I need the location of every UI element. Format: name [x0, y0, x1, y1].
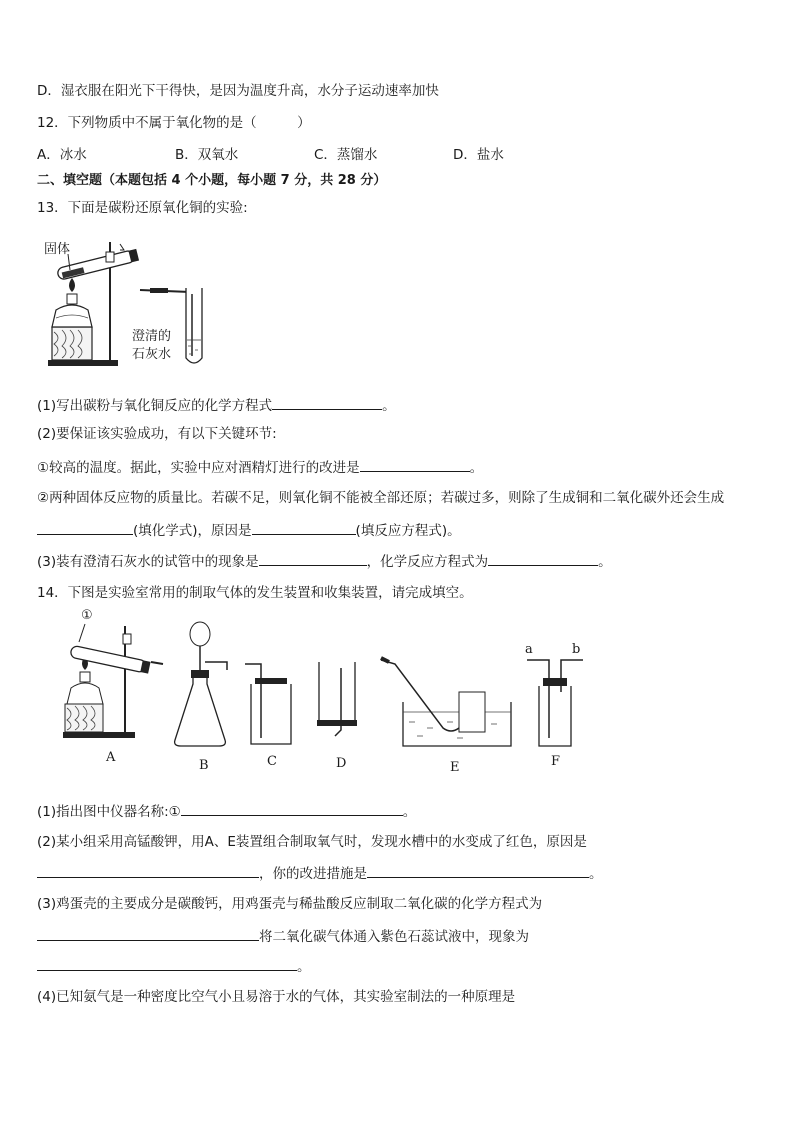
apparatus-d	[317, 662, 357, 736]
q13-label-lime-water-2: 石灰水	[132, 347, 172, 362]
q14-label-d: D	[336, 756, 347, 771]
q13-figure-carbon-reduction	[40, 232, 220, 372]
q13-stem: 13．下面是碳粉还原氧化铜的实验:	[37, 200, 248, 216]
q14-part3-line1: (3)鸡蛋壳的主要成分是碳酸钙，用鸡蛋壳与稀盐酸反应制取二氧化碳的化学方程式为	[37, 896, 543, 912]
q14-part2-line2	[37, 863, 603, 883]
q13-part3-blank2[interactable]	[488, 551, 598, 566]
q14-label-a: A	[106, 750, 116, 765]
q13-part2b-mid1: (填化学式)，原因是	[133, 523, 252, 539]
q13-label-lime-water-1: 澄清的	[132, 329, 172, 344]
q14-port-a: a	[525, 642, 533, 657]
q14-label-circle-1: ①	[81, 608, 93, 623]
q11-option-d: D．湿衣服在阳光下干得快，是因为温度升高，水分子运动速率加快	[37, 83, 439, 99]
apparatus-a	[63, 624, 163, 738]
q14-part2-blank1[interactable]	[37, 863, 259, 878]
apparatus-f	[527, 660, 583, 746]
q13-part3	[37, 551, 612, 571]
apparatus-b	[175, 622, 227, 746]
q12-option-b: B．双氧水	[175, 147, 239, 163]
q13-part2a-blank[interactable]	[360, 457, 470, 472]
q13-part1	[37, 395, 396, 415]
q14-part3-end: 。	[297, 959, 311, 975]
q14-part2-blank2[interactable]	[367, 863, 589, 878]
q14-part1	[37, 801, 416, 821]
q13-part3-blank1[interactable]	[259, 551, 367, 566]
q13-part1-end: 。	[382, 398, 396, 414]
q14-part2-mid: ，你的改进措施是	[259, 866, 367, 882]
q13-part2b-mid2: (填反应方程式)。	[355, 523, 461, 539]
q13-part1-text: (1)写出碳粉与氧化铜反应的化学方程式	[37, 398, 273, 414]
q14-part3-blank2[interactable]	[37, 956, 297, 971]
q14-port-b: b	[572, 642, 581, 657]
q14-part1-text: (1)指出图中仪器名称:①	[37, 804, 181, 820]
q12-option-c: C．蒸馏水	[314, 147, 378, 163]
q14-figure-gas-apparatus	[55, 608, 615, 777]
q13-part1-blank[interactable]	[272, 395, 382, 410]
q14-label-c: C	[267, 754, 277, 769]
q14-label-b: B	[199, 758, 209, 773]
q14-part3-line2	[37, 926, 529, 946]
section-heading: 二、填空题（本题包括 4 个小题，每小题 7 分，共 28 分）	[37, 173, 387, 188]
q13-label-solid: 固体	[44, 242, 71, 257]
gas-apparatus-diagram	[55, 612, 615, 777]
q12-option-a: A．冰水	[37, 147, 87, 163]
q14-part2-end: 。	[589, 866, 603, 882]
q14-part1-end: 。	[402, 804, 417, 820]
q13-part2a-end: 。	[469, 460, 484, 476]
apparatus-c	[245, 664, 291, 744]
q12-stem: 12．下列物质中不属于氧化物的是（ ）	[37, 115, 311, 131]
q13-part2: (2)要保证该实验成功，有以下关键环节:	[37, 426, 277, 442]
q14-part2-line1: (2)某小组采用高锰酸钾，用A、E装置组合制取氧气时，发现水槽中的水变成了红色，原因是	[37, 834, 587, 850]
q14-part3-blank1[interactable]	[37, 926, 259, 941]
q13-part2b-blank2[interactable]	[252, 520, 356, 535]
apparatus-e	[381, 658, 511, 746]
q13-part3-text: (3)装有澄清石灰水的试管中的现象是	[37, 554, 259, 570]
q14-part3-line3	[37, 956, 311, 976]
q14-label-f: F	[551, 754, 561, 769]
q13-part2b-line1: ②两种固体反应物的质量比。若碳不足，则氧化铜不能被全部还原；若碳过多，则除了生成铜和二氧化碳外还会生成	[37, 490, 725, 506]
q14-stem: 14．下图是实验室常用的制取气体的发生装置和收集装置，请完成填空。	[37, 585, 473, 601]
q14-part1-blank[interactable]	[181, 801, 403, 816]
q13-part2b-blank1[interactable]	[37, 520, 133, 535]
q13-part2b-line2	[37, 520, 461, 540]
q14-part4: (4)已知氨气是一种密度比空气小且易溶于水的气体，其实验室制法的一种原理是	[37, 989, 516, 1005]
q13-part2a-text: ①较高的温度。据此，实验中应对酒精灯进行的改进是	[37, 460, 360, 476]
q13-part3-mid: ，化学反应方程式为	[366, 554, 489, 570]
q14-label-e: E	[450, 760, 460, 775]
q12-option-d: D．盐水	[453, 147, 504, 163]
q13-part3-end: 。	[598, 554, 612, 570]
q14-part3-mid: 将二氧化碳气体通入紫色石蕊试液中，现象为	[259, 929, 529, 945]
q13-part2a	[37, 457, 483, 477]
